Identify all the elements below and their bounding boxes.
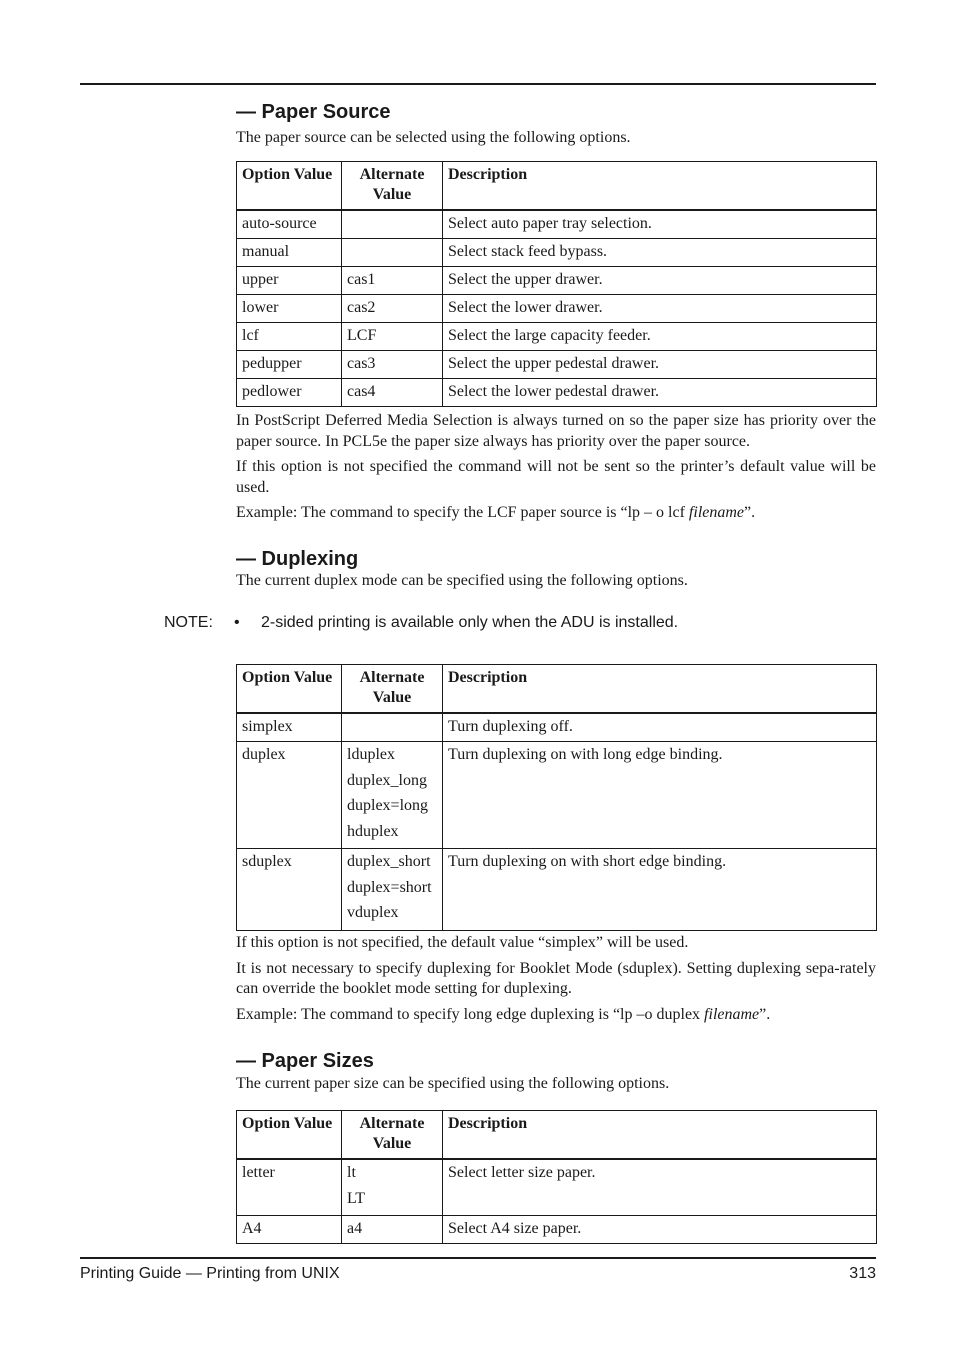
duplexing-section bbox=[236, 547, 876, 592]
alternate-value-cell bbox=[342, 1216, 443, 1244]
alternate-value-cell: LCF bbox=[342, 323, 443, 351]
col-header-option: Option Value bbox=[237, 1111, 342, 1159]
option-value-cell: auto-source bbox=[237, 211, 342, 239]
table-row bbox=[237, 239, 877, 267]
alternate-value: LT bbox=[347, 1189, 366, 1207]
table-row bbox=[237, 1216, 877, 1244]
note-text: 2-sided printing is available only when the ADU is installed. bbox=[261, 614, 679, 631]
col-header-alternate: Alternate Value bbox=[342, 665, 443, 713]
description-cell: Turn duplexing on with short edge binding. bbox=[443, 849, 877, 931]
table-row bbox=[237, 379, 877, 407]
option-value-cell: sduplex bbox=[237, 849, 342, 931]
note-label: NOTE: bbox=[164, 614, 213, 631]
alternate-value: duplex=short bbox=[347, 878, 432, 896]
description-cell: Select the lower drawer. bbox=[443, 295, 877, 323]
note-bullet: • bbox=[234, 614, 240, 631]
footer-rule bbox=[80, 1257, 876, 1259]
alternate-value: vduplex bbox=[347, 904, 399, 921]
option-value-cell: pedupper bbox=[237, 351, 342, 379]
paper-sizes-intro: The current paper size can be specified using the following options. bbox=[236, 1075, 670, 1092]
page-number: 313 bbox=[849, 1265, 876, 1282]
alternate-value: hduplex bbox=[347, 822, 399, 840]
description-cell: Select the upper pedestal drawer. bbox=[443, 351, 877, 379]
duplexing-para1: If this option is not specified, the default value “simplex” will be used. bbox=[236, 934, 689, 951]
alternate-value-cell: cas3 bbox=[342, 351, 443, 379]
table-row bbox=[237, 351, 877, 379]
description-cell: Select letter size paper. bbox=[443, 1160, 877, 1216]
col-header-alternate: Alternate Value bbox=[342, 162, 443, 210]
alternate-value: a4 bbox=[347, 1220, 363, 1237]
col-header-alternate: Alternate Value bbox=[342, 1111, 443, 1159]
col-header-description: Description bbox=[443, 665, 877, 713]
col-header-description: Description bbox=[443, 162, 877, 210]
duplexing-notes bbox=[236, 933, 876, 1025]
description-cell: Select auto paper tray selection. bbox=[443, 211, 877, 239]
alternate-value-cell bbox=[342, 239, 443, 267]
description-cell: Select the large capacity feeder. bbox=[443, 323, 877, 351]
paper-size-table-wrap bbox=[236, 1110, 876, 1244]
option-value-cell: simplex bbox=[237, 714, 342, 742]
duplexing-example: Example: The command to specify long edge duplexing is “lp –o duplex filename”. bbox=[236, 1005, 771, 1023]
header-rule bbox=[80, 83, 876, 85]
table-row bbox=[237, 323, 877, 351]
alternate-value-cell bbox=[342, 742, 443, 849]
paper-source-para2: If this option is not specified the command will not be sent so the printer’s default value will be used. bbox=[236, 458, 876, 496]
footer-title: Printing Guide — Printing from UNIX bbox=[80, 1265, 340, 1282]
alternate-value-cell bbox=[342, 211, 443, 239]
page-footer bbox=[80, 1264, 876, 1284]
alternate-value-cell: cas1 bbox=[342, 267, 443, 295]
option-value-cell: duplex bbox=[237, 742, 342, 849]
col-header-option: Option Value bbox=[237, 162, 342, 210]
alternate-value: lduplex bbox=[347, 746, 395, 763]
table-row bbox=[237, 1160, 877, 1216]
paper-source-table-wrap bbox=[236, 161, 876, 407]
option-value-cell: lcf bbox=[237, 323, 342, 351]
paper-source-example: Example: The command to specify the LCF paper source is “lp – o lcf filename”. bbox=[236, 504, 756, 521]
table-row bbox=[237, 267, 877, 295]
paper-source-section bbox=[236, 100, 876, 149]
paper-source-table bbox=[236, 161, 877, 407]
paper-size-table bbox=[236, 1110, 877, 1244]
alternate-value: lt bbox=[347, 1164, 356, 1181]
table-row bbox=[237, 714, 877, 742]
paper-source-para1: In PostScript Deferred Media Selection is always turned on so the paper size has priority over the paper source. In PCL5e the paper size always has priority over the paper source. bbox=[236, 412, 876, 450]
alternate-value-cell bbox=[342, 1160, 443, 1216]
duplex-table bbox=[236, 664, 877, 931]
alternate-value: duplex=long bbox=[347, 797, 429, 814]
paper-source-notes bbox=[236, 411, 876, 524]
duplexing-para2: It is not necessary to specify duplexing for Booklet Mode (sduplex). Setting duplexing sepa-rately can override the booklet mode setting for duplexing. bbox=[236, 959, 876, 997]
table-row bbox=[237, 295, 877, 323]
alternate-value-cell bbox=[342, 849, 443, 931]
alternate-value: duplex_short bbox=[347, 853, 431, 870]
duplexing-heading: — Duplexing bbox=[236, 548, 359, 570]
description-cell: Select the upper drawer. bbox=[443, 267, 877, 295]
description-cell: Turn duplexing off. bbox=[443, 714, 877, 742]
col-header-option: Option Value bbox=[237, 665, 342, 713]
paper-source-intro: The paper source can be selected using the following options. bbox=[236, 129, 631, 146]
option-value-cell: manual bbox=[237, 239, 342, 267]
description-cell: Select A4 size paper. bbox=[443, 1216, 877, 1244]
table-row bbox=[237, 742, 877, 849]
table-row bbox=[237, 211, 877, 239]
table-row bbox=[237, 849, 877, 931]
option-value-cell: A4 bbox=[237, 1216, 342, 1244]
option-value-cell: pedlower bbox=[237, 379, 342, 407]
alternate-value-cell bbox=[342, 714, 443, 742]
description-cell: Select the lower pedestal drawer. bbox=[443, 379, 877, 407]
alternate-value: duplex_long bbox=[347, 771, 427, 789]
option-value-cell: lower bbox=[237, 295, 342, 323]
alternate-value-cell: cas2 bbox=[342, 295, 443, 323]
description-cell: Select stack feed bypass. bbox=[443, 239, 877, 267]
option-value-cell: letter bbox=[237, 1160, 342, 1216]
alternate-value-cell: cas4 bbox=[342, 379, 443, 407]
option-value-cell: upper bbox=[237, 267, 342, 295]
paper-sizes-heading: — Paper Sizes bbox=[236, 1050, 374, 1072]
col-header-description: Description bbox=[443, 1111, 877, 1159]
paper-source-heading: — Paper Source bbox=[236, 101, 391, 123]
duplexing-intro: The current duplex mode can be specified using the following options. bbox=[236, 572, 688, 589]
paper-sizes-section bbox=[236, 1049, 876, 1095]
duplex-table-wrap bbox=[236, 664, 876, 931]
description-cell: Turn duplexing on with long edge binding. bbox=[443, 742, 877, 849]
